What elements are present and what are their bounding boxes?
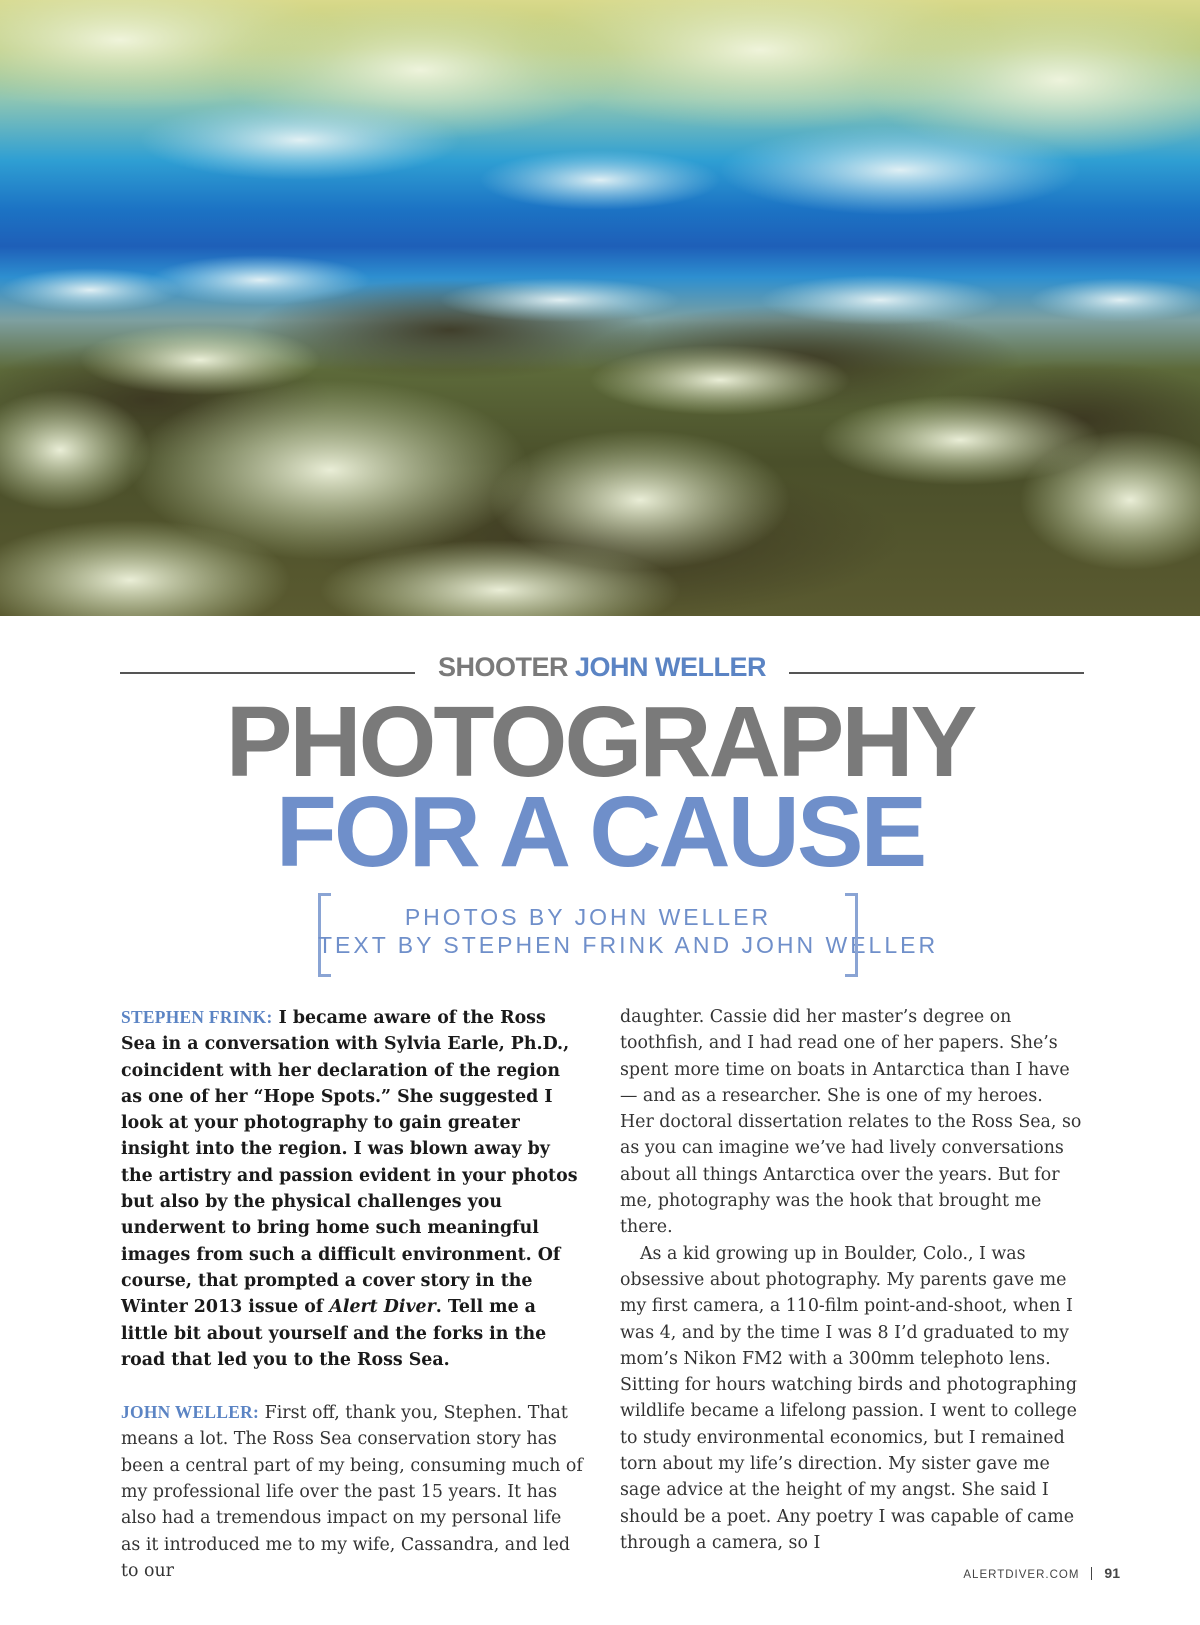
speaker-frink: STEPHEN FRINK: [121, 1007, 273, 1027]
credits [318, 893, 939, 973]
folio-site: ALERTDIVER.COM [963, 1569, 1080, 1581]
article-column-right [620, 1004, 1082, 1556]
folio-divider [1091, 1567, 1092, 1580]
answer-continued: daughter. Cassie did her master’s degree on toothfish, and I had read one of her papers. She’s spent more time on boats in Antarctica than I have — and as a researcher. She is one of my heroes. Her doctoral dissertation relates to the Ross Sea, so as you can imagine we’ve had lively conversations about all things Antarctica over the years. But for me, photography was the hook that brought me there. [620, 1007, 1082, 1238]
folio [963, 1565, 1120, 1581]
underwater-ice-photo-icon [0, 0, 1200, 616]
article-column-left [121, 1004, 583, 1584]
question-paragraph [121, 1004, 583, 1373]
headline-line-1: PHOTOGRAPHY [225, 686, 975, 798]
bracket-right [845, 893, 858, 977]
speaker-weller: JOHN WELLER: [121, 1402, 260, 1423]
kicker-label: SHOOTER [437, 652, 568, 682]
question-text-b: . Tell me a little bit about yourself and the forks in the road that led you to the Ross Sea. [121, 1297, 547, 1370]
kicker-rule-right [789, 672, 1084, 674]
hero-photo [0, 0, 1200, 616]
page-number: 91 [1104, 1565, 1120, 1581]
headline-line-2: FOR A CAUSE [275, 776, 925, 888]
answer-paragraph-2: As a kid growing up in Boulder, Colo., I was obsessive about photography. My parents gave me my first camera, a 110-film point-and-shoot, when I was 4, and by the time I was 8 I’d graduated to my mom’s Nikon FM2 with a 300mm telephoto lens. Sitting for hours watching birds and photographing wildlife became a lifelong passion. I went to college to study environmental economics, but I remained torn about my life’s direction. My sister gave me sage advice at the height of my angst. She said I should be a poet. Any poetry I was capable of came through a camera, so I [620, 1243, 1077, 1553]
kicker-row [120, 650, 1084, 684]
credit-photos: PHOTOS BY JOHN WELLER [404, 904, 772, 930]
kicker-rule-left [120, 672, 415, 674]
answer-paragraph [121, 1399, 583, 1584]
magazine-title: Alert Diver [329, 1297, 436, 1318]
answer-text: First off, thank you, Stephen. That means a lot. The Ross Sea conservation story has been a central part of my being, consuming much of my professional life over the past 15 years. It has also had a tremendous impact on my personal life as it introduced me to my wife, Cassandra, and led to our [121, 1403, 583, 1581]
question-text-a: I became aware of the Ross Sea in a conversation with Sylvia Earle, Ph.D., coincident with her declaration of the region as one of her “Hope Spots.” She suggested I look at your photography to gain greater insight into the region. I was blown away by the artistry and passion evident in your photos but also by the physical challenges you underwent to bring home such meaningful images from such a difficult environment. Of course, that prompted a cover story in the Winter 2013 issue of [121, 1008, 578, 1318]
credit-text: TEXT BY STEPHEN FRINK AND JOHN WELLER [318, 932, 939, 958]
kicker-name: JOHN WELLER [575, 652, 767, 682]
kicker [415, 650, 789, 684]
